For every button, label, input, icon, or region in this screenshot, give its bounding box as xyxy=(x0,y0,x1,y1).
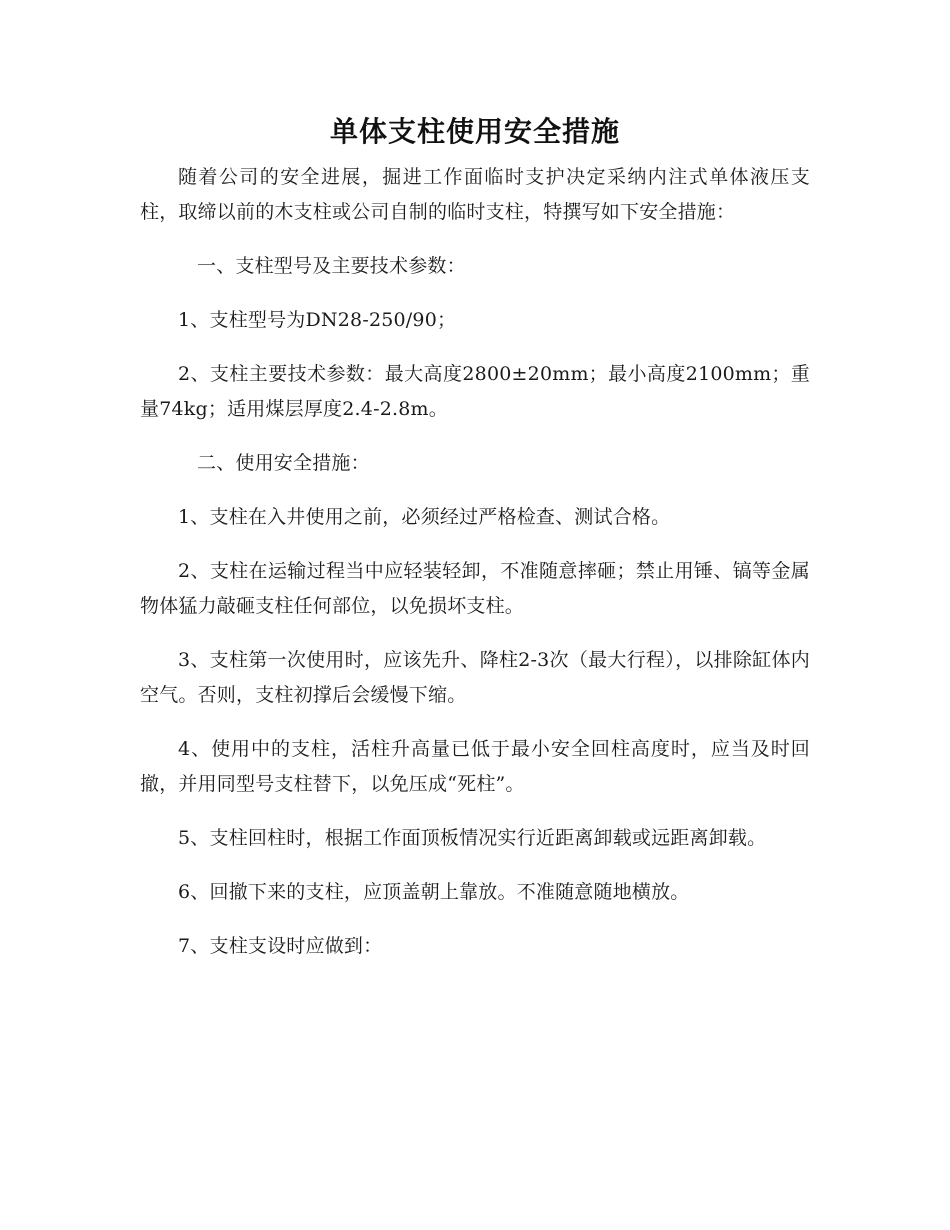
safety-item-5: 5、支柱回柱时，根据工作面顶板情况实行近距离卸载或远距离卸载。 xyxy=(178,827,767,849)
parameter-item-1: 1、支柱型号为DN28-250/90； xyxy=(178,309,457,331)
safety-item-6: 6、回撤下来的支柱，应顶盖朝上靠放。不准随意随地横放。 xyxy=(178,881,690,903)
safety-item-7: 7、支柱支设时应做到： xyxy=(178,935,383,957)
safety-item-2: 2、支柱在运输过程当中应轻装轻卸，不准随意摔砸；禁止用锤、镐等金属物体猛力敲砸支柱任何部位，以免损坏支柱。 xyxy=(140,560,810,617)
safety-item-1: 1、支柱在入井使用之前，必须经过严格检查、测试合格。 xyxy=(178,506,671,528)
document-page xyxy=(140,110,810,964)
document-title: 单体支柱使用安全措施 xyxy=(329,115,620,148)
parameter-item-2: 2、支柱主要技术参数：最大高度2800±20mm；最小高度2100mm；重量74kg；适用煤层厚度2.4-2.8m。 xyxy=(140,363,810,420)
safety-item-3: 3、支柱第一次使用时，应该先升、降柱2-3次（最大行程），以排除缸体内空气。否则，支柱初撑后会缓慢下缩。 xyxy=(140,649,810,706)
section-heading-parameters: 一、支柱型号及主要技术参数： xyxy=(197,255,466,277)
section-heading-safety: 二、使用安全措施： xyxy=(197,452,370,474)
intro-paragraph: 随着公司的安全进展，掘进工作面临时支护决定采纳内注式单体液压支柱，取缔以前的木支柱或公司自制的临时支柱，特撰写如下安全措施： xyxy=(140,166,810,223)
safety-item-4: 4、使用中的支柱，活柱升高量已低于最小安全回柱高度时，应当及时回撤，并用同型号支柱替下，以免压成“死柱”。 xyxy=(140,738,810,795)
